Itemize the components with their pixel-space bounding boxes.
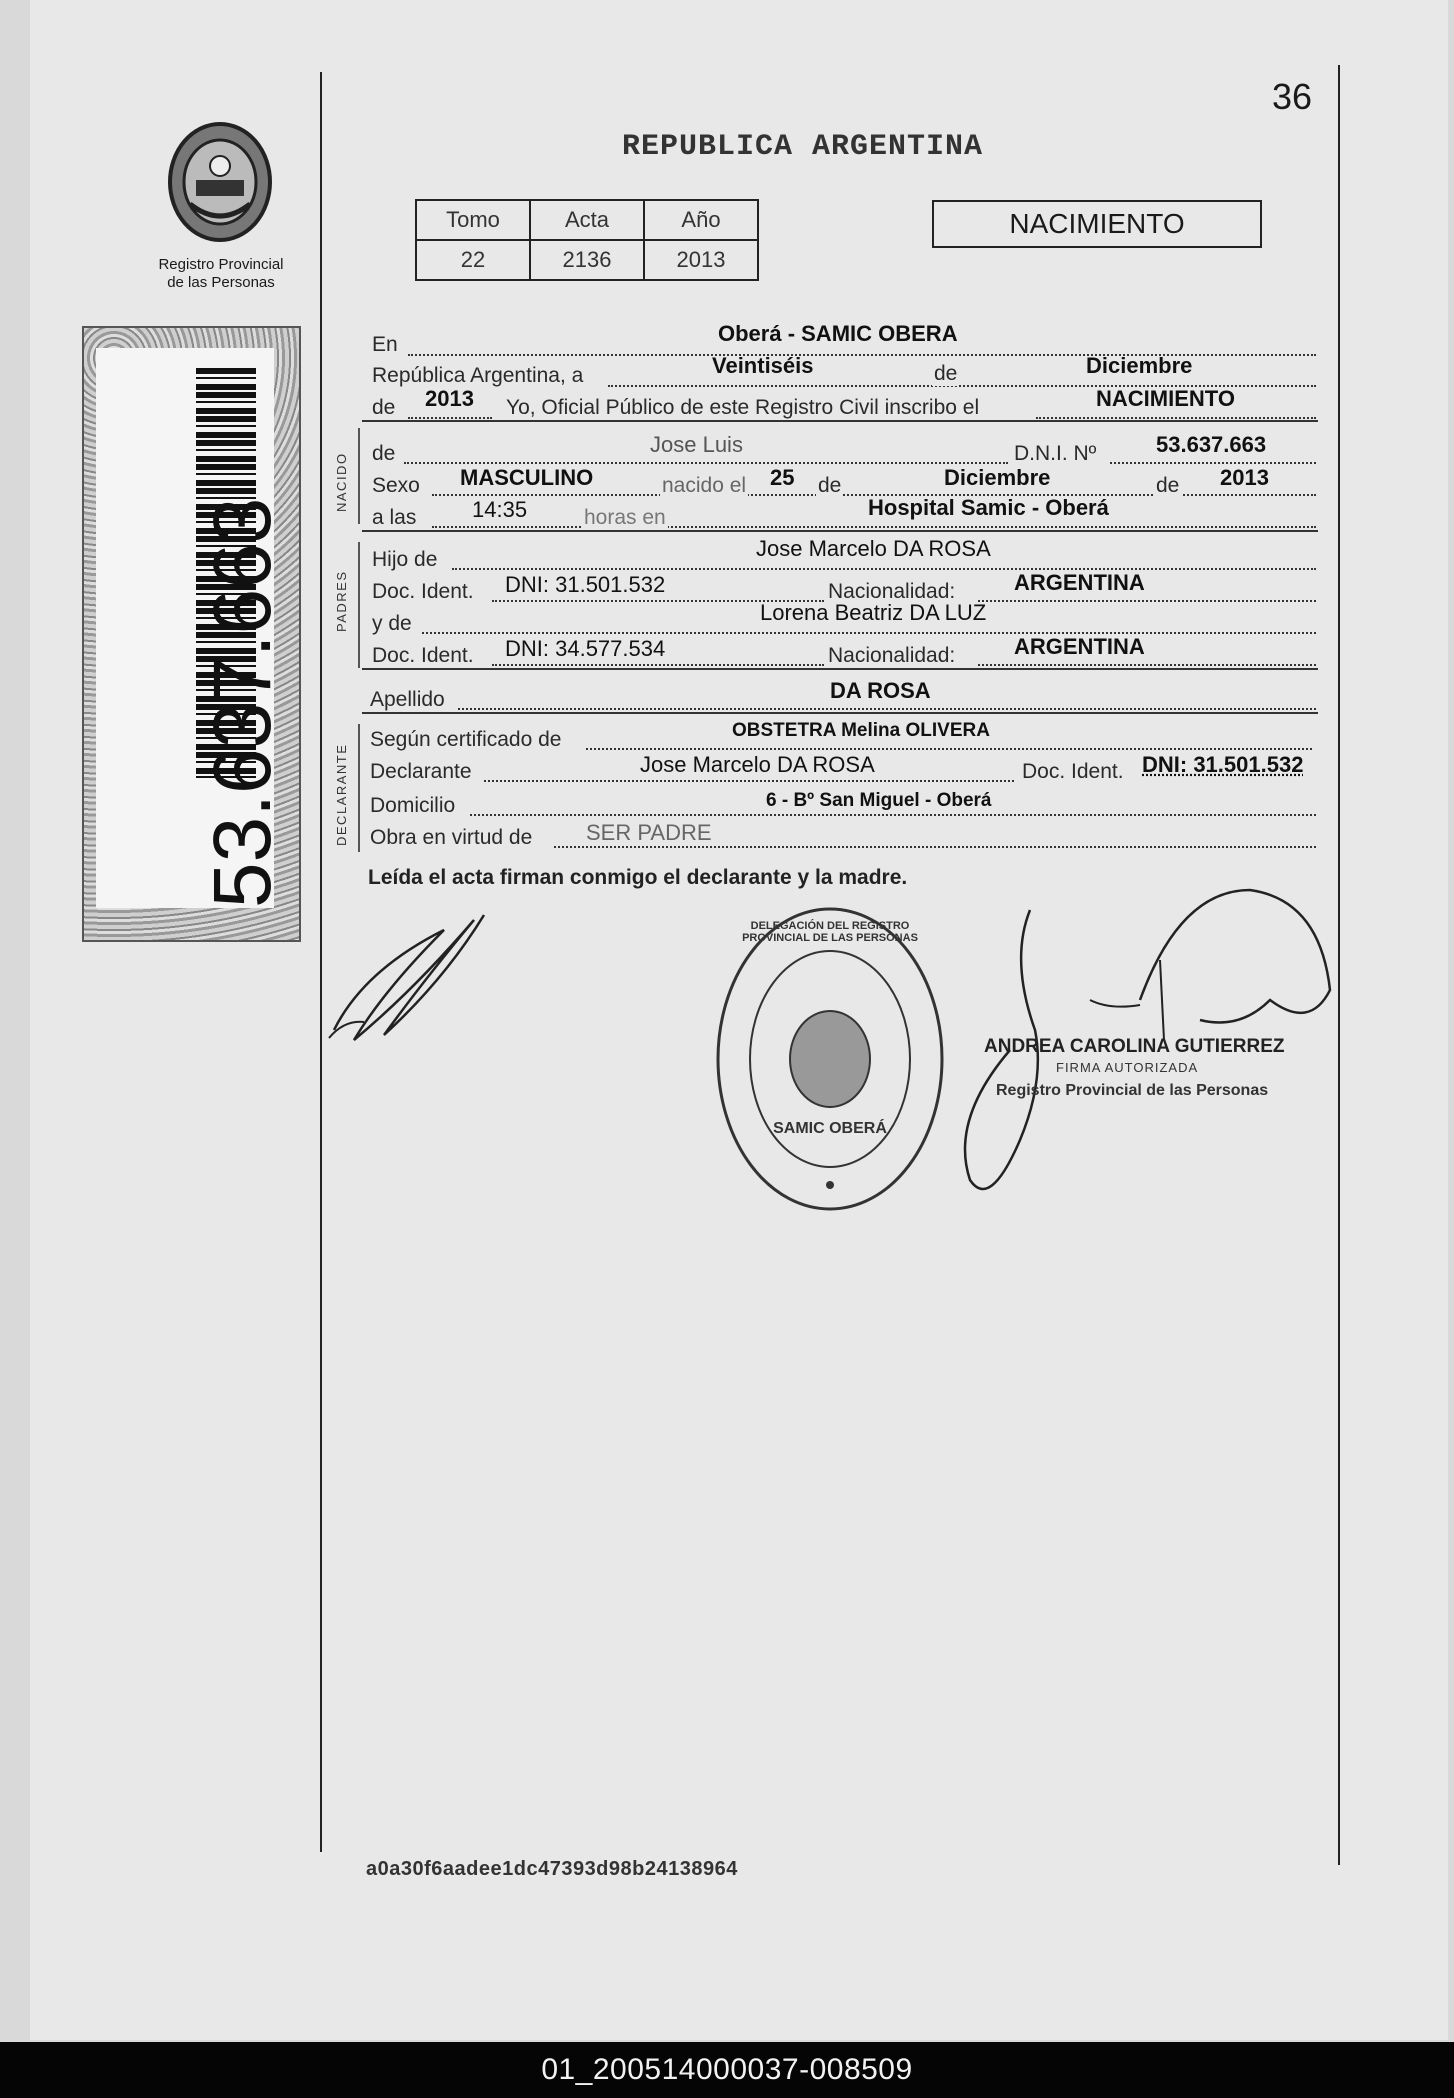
reference-table-header-row bbox=[416, 200, 758, 240]
stamp-outer-text: DELEGACIÓN DEL REGISTRO PROVINCIAL DE LAS PERSONAS bbox=[742, 920, 918, 944]
father-doc-value: DNI: 31.501.532 bbox=[505, 572, 666, 597]
dni-label: D.N.I. Nº bbox=[1014, 442, 1097, 465]
ref-header-anio: Año bbox=[644, 200, 758, 240]
document-hash: a0a30f6aadee1dc47393d98b24138964 bbox=[366, 1858, 738, 1880]
obra-label: Obra en virtud de bbox=[370, 826, 533, 849]
declarante-doc-value: DNI: 31.501.532 bbox=[1142, 752, 1304, 777]
cert-line bbox=[586, 748, 1312, 750]
ref-header-tomo: Tomo bbox=[416, 200, 530, 240]
nacido-section-label: NACIDO bbox=[334, 452, 349, 512]
ref-value-tomo: 22 bbox=[416, 240, 530, 280]
mother-nat-label: Nacionalidad: bbox=[828, 644, 956, 667]
domicilio-label: Domicilio bbox=[370, 794, 456, 817]
day-words-value: Veintiséis bbox=[712, 353, 814, 378]
apellido-value: DA ROSA bbox=[830, 678, 931, 703]
sexo-label: Sexo bbox=[372, 474, 420, 497]
place-value: Oberá - SAMIC OBERA bbox=[718, 321, 958, 346]
signatory-role: FIRMA AUTORIZADA bbox=[1056, 1060, 1199, 1075]
declarante-line bbox=[484, 780, 1014, 782]
declarante-doc-label: Doc. Ident. bbox=[1022, 760, 1124, 783]
nacido-de-label-2: de bbox=[818, 474, 842, 497]
father-nat-label: Nacionalidad: bbox=[828, 580, 956, 603]
de-label-2: de bbox=[372, 396, 396, 419]
province-logo bbox=[160, 118, 280, 250]
birth-month-value: Diciembre bbox=[944, 465, 1051, 490]
declarante-section-label: DECLARANTE bbox=[334, 743, 349, 846]
declarante-bracket bbox=[358, 724, 360, 852]
nacido-separator bbox=[362, 530, 1318, 532]
father-nat-value: ARGENTINA bbox=[1014, 570, 1145, 595]
act-type-label: NACIMIENTO bbox=[1009, 208, 1185, 239]
stamp-inner-text: SAMIC OBERÁ bbox=[773, 1120, 887, 1137]
domicilio-line bbox=[470, 814, 1316, 816]
mother-nat-value: ARGENTINA bbox=[1014, 634, 1145, 659]
month-value: Diciembre bbox=[1086, 353, 1193, 378]
republica-label: República Argentina, a bbox=[372, 364, 584, 387]
reference-table bbox=[415, 199, 759, 281]
mother-doc-label: Doc. Ident. bbox=[372, 644, 474, 667]
father-line bbox=[452, 568, 1316, 570]
declarante-signature bbox=[324, 910, 494, 1050]
logo-caption-1: Registro Provincial bbox=[158, 256, 284, 273]
barcode-label bbox=[82, 326, 301, 942]
obra-line bbox=[554, 846, 1316, 848]
closing-text: Leída el acta firman conmigo el declarante y la madre. bbox=[368, 866, 908, 889]
sexo-value: MASCULINO bbox=[460, 465, 594, 490]
registro-value: NACIMIENTO bbox=[1096, 386, 1235, 411]
document-title: REPUBLICA ARGENTINA bbox=[622, 130, 984, 164]
barcode-inner bbox=[96, 348, 288, 908]
child-name-value: Jose Luis bbox=[650, 432, 743, 457]
obra-value: SER PADRE bbox=[586, 820, 712, 845]
en-label: En bbox=[372, 333, 398, 356]
nacido-bracket bbox=[358, 428, 360, 524]
time-value: 14:35 bbox=[472, 497, 528, 522]
apellido-label: Apellido bbox=[370, 688, 445, 711]
year-value: 2013 bbox=[425, 386, 474, 411]
ref-header-acta: Acta bbox=[530, 200, 644, 240]
official-stamp bbox=[710, 900, 950, 1218]
mother-nat-line bbox=[978, 664, 1316, 666]
alas-label: a las bbox=[372, 506, 417, 529]
padres-separator bbox=[362, 668, 1318, 670]
stamp-seal-icon bbox=[710, 900, 950, 1218]
page-number: 36 bbox=[1272, 76, 1313, 117]
child-dni-value: 53.637.663 bbox=[1156, 432, 1267, 457]
intro-separator bbox=[362, 420, 1318, 422]
horas-label: horas en bbox=[584, 506, 666, 529]
padres-section-label: PADRES bbox=[334, 570, 349, 632]
father-nat-line bbox=[978, 600, 1316, 602]
domicilio-value: 6 - Bº San Miguel - Oberá bbox=[766, 790, 992, 811]
registro-line bbox=[1036, 417, 1316, 419]
yde-label: y de bbox=[372, 612, 412, 635]
mother-doc-value: DNI: 34.577.534 bbox=[505, 636, 666, 661]
nacido-de-label: de bbox=[372, 442, 396, 465]
cert-value: OBSTETRA Melina OLIVERA bbox=[732, 720, 990, 741]
nacido-de-label-3: de bbox=[1156, 474, 1180, 497]
declarante-label: Declarante bbox=[370, 760, 472, 783]
name-line bbox=[404, 462, 1008, 464]
ref-value-anio: 2013 bbox=[644, 240, 758, 280]
act-type-box bbox=[932, 200, 1262, 248]
logo-caption-2: de las Personas bbox=[167, 274, 275, 291]
file-id-text: 01_200514000037-008509 bbox=[541, 2053, 913, 2086]
mother-doc-line bbox=[492, 664, 824, 666]
birth-year-value: 2013 bbox=[1220, 465, 1269, 490]
mother-line bbox=[422, 632, 1316, 634]
barcode-number: 53.637.663 bbox=[197, 497, 288, 908]
file-id-bar bbox=[0, 2042, 1454, 2098]
nacido-el-label: nacido el bbox=[662, 474, 747, 497]
birth-place-value: Hospital Samic - Oberá bbox=[868, 495, 1109, 520]
apellido-line bbox=[458, 708, 1316, 710]
signatory-institution: Registro Provincial de las Personas bbox=[996, 1082, 1269, 1099]
ref-value-acta: 2136 bbox=[530, 240, 644, 280]
padres-bracket bbox=[358, 542, 360, 668]
year-line bbox=[408, 417, 492, 419]
hijo-label: Hijo de bbox=[372, 548, 438, 571]
cert-label: Según certificado de bbox=[370, 728, 562, 751]
father-doc-label: Doc. Ident. bbox=[372, 580, 474, 603]
birth-day-value: 25 bbox=[770, 465, 795, 490]
province-seal-icon bbox=[160, 118, 280, 250]
apellido-separator bbox=[362, 712, 1318, 714]
declarante-value: Jose Marcelo DA ROSA bbox=[640, 752, 875, 777]
de-label-1: de bbox=[934, 362, 958, 385]
signatory-name: ANDREA CAROLINA GUTIERREZ bbox=[984, 1036, 1285, 1057]
reference-table-value-row bbox=[416, 240, 758, 280]
time-line bbox=[432, 526, 1316, 528]
dni-line bbox=[1110, 462, 1316, 464]
left-margin-line bbox=[320, 72, 322, 1852]
father-name-value: Jose Marcelo DA ROSA bbox=[756, 536, 991, 561]
mother-name-value: Lorena Beatriz DA LUZ bbox=[760, 600, 987, 625]
oficial-text: Yo, Oficial Público de este Registro Civil inscribo el bbox=[506, 396, 980, 419]
